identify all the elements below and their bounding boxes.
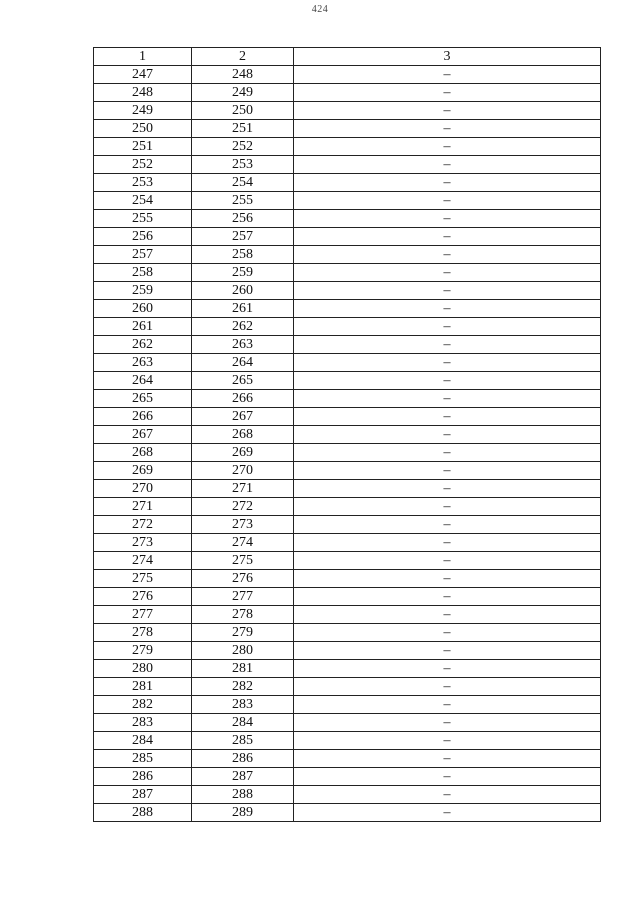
table-row <box>94 228 601 246</box>
table-cell-col3: – <box>294 714 601 732</box>
table-cell-col2: 286 <box>192 750 294 768</box>
table-row <box>94 732 601 750</box>
table-cell-col1: 281 <box>94 678 192 696</box>
table-cell-col2: 274 <box>192 534 294 552</box>
table-cell-col1: 270 <box>94 480 192 498</box>
table-cell-col3: – <box>294 156 601 174</box>
table-row <box>94 66 601 84</box>
column-header-3: 3 <box>294 48 601 66</box>
table-body <box>94 66 601 822</box>
table-cell-col3: – <box>294 210 601 228</box>
column-header-1: 1 <box>94 48 192 66</box>
table-cell-col3: – <box>294 120 601 138</box>
table-cell-col1: 256 <box>94 228 192 246</box>
table-cell-col2: 265 <box>192 372 294 390</box>
table-row <box>94 408 601 426</box>
page-number: 424 <box>311 4 329 15</box>
table-cell-col2: 254 <box>192 174 294 192</box>
table-cell-col2: 252 <box>192 138 294 156</box>
table-cell-col3: – <box>294 552 601 570</box>
table-cell-col2: 249 <box>192 84 294 102</box>
table-cell-col3: – <box>294 426 601 444</box>
table-cell-col3: – <box>294 66 601 84</box>
table-cell-col2: 263 <box>192 336 294 354</box>
table-cell-col2: 276 <box>192 570 294 588</box>
table-cell-col3: – <box>294 354 601 372</box>
table-cell-col1: 277 <box>94 606 192 624</box>
table-row <box>94 84 601 102</box>
table-cell-col3: – <box>294 84 601 102</box>
table-cell-col2: 260 <box>192 282 294 300</box>
table-cell-col1: 276 <box>94 588 192 606</box>
table-row <box>94 642 601 660</box>
table-row <box>94 336 601 354</box>
table-cell-col3: – <box>294 174 601 192</box>
table-cell-col1: 274 <box>94 552 192 570</box>
table-cell-col3: – <box>294 660 601 678</box>
table-cell-col2: 253 <box>192 156 294 174</box>
table-row <box>94 750 601 768</box>
table-cell-col2: 284 <box>192 714 294 732</box>
table-cell-col1: 265 <box>94 390 192 408</box>
table-cell-col3: – <box>294 588 601 606</box>
table-cell-col3: – <box>294 300 601 318</box>
table-cell-col3: – <box>294 696 601 714</box>
table-cell-col3: – <box>294 192 601 210</box>
table-cell-col2: 267 <box>192 408 294 426</box>
table-cell-col3: – <box>294 624 601 642</box>
table-cell-col2: 277 <box>192 588 294 606</box>
table-cell-col3: – <box>294 264 601 282</box>
header-row <box>94 48 601 66</box>
table-row <box>94 516 601 534</box>
table-row <box>94 696 601 714</box>
table-cell-col3: – <box>294 462 601 480</box>
table-cell-col2: 270 <box>192 462 294 480</box>
table-row <box>94 246 601 264</box>
table-cell-col1: 279 <box>94 642 192 660</box>
table-row <box>94 606 601 624</box>
table-cell-col2: 255 <box>192 192 294 210</box>
table-cell-col3: – <box>294 786 601 804</box>
table-row <box>94 768 601 786</box>
table-cell-col2: 278 <box>192 606 294 624</box>
table-cell-col1: 254 <box>94 192 192 210</box>
table-row <box>94 426 601 444</box>
table-cell-col1: 268 <box>94 444 192 462</box>
table-cell-col1: 269 <box>94 462 192 480</box>
table-cell-col2: 268 <box>192 426 294 444</box>
table-cell-col1: 260 <box>94 300 192 318</box>
table-cell-col3: – <box>294 372 601 390</box>
table-cell-col1: 249 <box>94 102 192 120</box>
table-cell-col3: – <box>294 768 601 786</box>
table-cell-col3: – <box>294 570 601 588</box>
table-cell-col1: 248 <box>94 84 192 102</box>
table-cell-col1: 263 <box>94 354 192 372</box>
table-cell-col1: 247 <box>94 66 192 84</box>
table-cell-col2: 281 <box>192 660 294 678</box>
table-cell-col2: 256 <box>192 210 294 228</box>
table-cell-col2: 272 <box>192 498 294 516</box>
table-row <box>94 462 601 480</box>
table-cell-col3: – <box>294 606 601 624</box>
table-row <box>94 210 601 228</box>
table-cell-col2: 288 <box>192 786 294 804</box>
table-row <box>94 786 601 804</box>
table-cell-col1: 251 <box>94 138 192 156</box>
table-row <box>94 588 601 606</box>
table-cell-col1: 285 <box>94 750 192 768</box>
table-cell-col3: – <box>294 336 601 354</box>
table-cell-col1: 273 <box>94 534 192 552</box>
table-cell-col2: 287 <box>192 768 294 786</box>
table-row <box>94 264 601 282</box>
table-cell-col1: 283 <box>94 714 192 732</box>
table-cell-col1: 253 <box>94 174 192 192</box>
table-cell-col2: 289 <box>192 804 294 822</box>
table-cell-col1: 271 <box>94 498 192 516</box>
table-row <box>94 354 601 372</box>
table-row <box>94 570 601 588</box>
table-cell-col1: 255 <box>94 210 192 228</box>
table-cell-col3: – <box>294 246 601 264</box>
table-cell-col2: 250 <box>192 102 294 120</box>
table-row <box>94 318 601 336</box>
table-cell-col1: 287 <box>94 786 192 804</box>
table-row <box>94 660 601 678</box>
table-cell-col2: 258 <box>192 246 294 264</box>
column-header-2: 2 <box>192 48 294 66</box>
table-cell-col1: 262 <box>94 336 192 354</box>
table-cell-col1: 275 <box>94 570 192 588</box>
table-cell-col2: 259 <box>192 264 294 282</box>
table-row <box>94 390 601 408</box>
table-cell-col3: – <box>294 318 601 336</box>
table-cell-col3: – <box>294 102 601 120</box>
table-row <box>94 156 601 174</box>
table-row <box>94 480 601 498</box>
table-cell-col1: 286 <box>94 768 192 786</box>
table-cell-col3: – <box>294 534 601 552</box>
table-cell-col2: 280 <box>192 642 294 660</box>
table-cell-col2: 266 <box>192 390 294 408</box>
table-cell-col2: 283 <box>192 696 294 714</box>
table-row <box>94 444 601 462</box>
table-header <box>94 48 601 66</box>
table-cell-col1: 250 <box>94 120 192 138</box>
table-cell-col2: 273 <box>192 516 294 534</box>
table-cell-col1: 272 <box>94 516 192 534</box>
table-row <box>94 192 601 210</box>
table-cell-col1: 261 <box>94 318 192 336</box>
table-cell-col2: 269 <box>192 444 294 462</box>
table-cell-col2: 251 <box>192 120 294 138</box>
table-cell-col3: – <box>294 804 601 822</box>
table-row <box>94 174 601 192</box>
table-cell-col2: 257 <box>192 228 294 246</box>
table-row <box>94 678 601 696</box>
table-row <box>94 498 601 516</box>
table-cell-col3: – <box>294 642 601 660</box>
table-cell-col2: 285 <box>192 732 294 750</box>
table-cell-col3: – <box>294 480 601 498</box>
table-cell-col3: – <box>294 732 601 750</box>
table-cell-col1: 278 <box>94 624 192 642</box>
table-cell-col3: – <box>294 750 601 768</box>
table-cell-col3: – <box>294 516 601 534</box>
table-cell-col1: 264 <box>94 372 192 390</box>
table-cell-col3: – <box>294 390 601 408</box>
table-row <box>94 552 601 570</box>
table-cell-col2: 261 <box>192 300 294 318</box>
table-cell-col3: – <box>294 678 601 696</box>
table-cell-col2: 248 <box>192 66 294 84</box>
table-cell-col1: 284 <box>94 732 192 750</box>
table-cell-col3: – <box>294 228 601 246</box>
table-cell-col1: 252 <box>94 156 192 174</box>
table-cell-col2: 271 <box>192 480 294 498</box>
table-cell-col1: 282 <box>94 696 192 714</box>
table-cell-col3: – <box>294 408 601 426</box>
table-row <box>94 102 601 120</box>
table-cell-col2: 262 <box>192 318 294 336</box>
table-row <box>94 138 601 156</box>
table-cell-col1: 266 <box>94 408 192 426</box>
table-cell-col3: – <box>294 282 601 300</box>
table-row <box>94 300 601 318</box>
table-row <box>94 372 601 390</box>
table-cell-col3: – <box>294 444 601 462</box>
table-cell-col3: – <box>294 138 601 156</box>
table-row <box>94 804 601 822</box>
table-cell-col1: 280 <box>94 660 192 678</box>
table-cell-col2: 279 <box>192 624 294 642</box>
table-cell-col1: 267 <box>94 426 192 444</box>
table-cell-col1: 257 <box>94 246 192 264</box>
table-row <box>94 120 601 138</box>
table-cell-col2: 282 <box>192 678 294 696</box>
table-row <box>94 282 601 300</box>
data-table <box>93 47 601 822</box>
table-row <box>94 714 601 732</box>
table-row <box>94 624 601 642</box>
table-row <box>94 534 601 552</box>
table-cell-col2: 275 <box>192 552 294 570</box>
table-cell-col3: – <box>294 498 601 516</box>
table-cell-col2: 264 <box>192 354 294 372</box>
table-cell-col1: 258 <box>94 264 192 282</box>
table-cell-col1: 288 <box>94 804 192 822</box>
table-cell-col1: 259 <box>94 282 192 300</box>
